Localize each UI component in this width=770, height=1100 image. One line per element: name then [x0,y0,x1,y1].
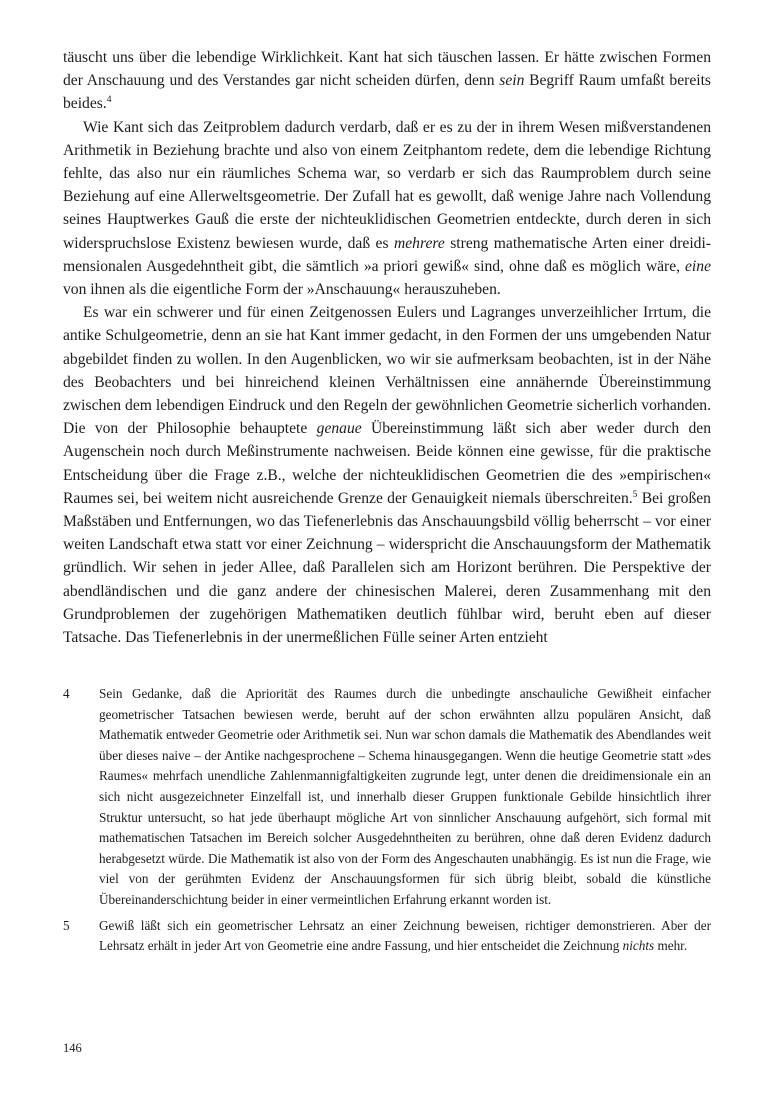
text-segment: Übereinstimmung läßt sich aber weder durch den Augenschein noch durch Meßinstrumente nachweisen. Beide können eine gewisse, für die praktische Entscheidung über die Frage z.B., welche der nichteuklidischen Geometrien die des »empirischen« Raumes sei, bei weitem nicht ausreichende Grenze der Genauigkeit niemals überschreiten. [63,420,712,507]
footnotes [63,684,711,962]
emphasis-text: eine [685,257,711,275]
text-segment: Es war ein schwerer und für einen Zeitgenossen Eulers und Lagranges unverzeihlicher Irrtum, die antike Schulgeometrie, denn an sie hat Kant immer gedacht, in den Formen der uns umgebenden Natur abgebildet finden zu wollen. In den Augenblicken, wo wir sie aufmerksam beobachten, ist in der Nähe des Beobachters und bei hinreichend kleinen Verhältnissen eine annähernde Übereinstimmung zwischen dem lebendigen Eindruck und den Regeln der gewöhnlichen Geometrie sicherlich vorhanden. Die von der Philosophie behauptete [63,304,711,438]
text-segment: Wie Kant sich das Zeitproblem dadurch verdarb, daß er es zu der in ihrem Wesen mißverstandenen Arithmetik in Beziehung brachte und also von einem Zeitphantom redete, dem die lebendige Richtung fehlte, das also nur ein räumliches Schema war, so verdarb er sich das Raumproblem durch seine Beziehung auf eine Allerweltsgeometrie. Der Zufall hat es gewollt, daß wenige Jahre nach Vollendung seines Hauptwerkes Gauß die erste der nichteuklidischen Geometrien entdeckte, durch deren in sich widerspruchslose Existenz bewiesen wurde, daß es [63,118,711,252]
page-body [63,46,711,649]
text-segment: täuscht uns über die lebendige Wirklichkeit. Kant hat sich täuschen lassen. Er hätte zwischen Formen der Anschauung und des Verstandes gar nicht scheiden dürfen, denn [63,49,711,90]
footnote-reference: 5 [632,489,638,500]
main-text [63,46,711,649]
page-number: 146 [63,1041,82,1055]
footnote-number: 4 [63,686,70,701]
text-segment: mehr. [654,938,688,954]
text-segment: Bei großen Maßstäben und Entfernungen, wo das Tiefenerlebnis das Anschauungsbild völlig beherrscht – vor einer weiten Landschaft etwa statt vor einer Zeichnung – widerspricht die Anschauungsform der Mathematik gründlich. Wir sehen in jeder Allee, daß Parallelen sich am Horizont berühren. Die Perspektive der abendländischen und die ganz andere der chinesischen Malerei, deren Zusammenhang mit den Grundproblemen der zugehörigen Mathematiken deutlich fühlbar wird, beruht eben auf dieser Tatsache. Das Tiefenerlebnis in der unermeßlichen Fülle seiner Arten entzieht [63,489,711,647]
footnote-text [99,684,711,911]
emphasis-text: mehrere [393,234,445,252]
footnote-number: 5 [63,917,70,933]
footnote-reference: 4 [106,95,112,106]
text-segment: von ihnen als die eigentliche Form der »Anschauung« herauszuheben. [63,281,501,299]
footnote-text [99,916,711,957]
text-segment: streng mathematische Arten einer dreidimensionalen Ausgedehntheit gibt, die sämtlich »a priori gewiß« sind, ohne daß es möglich wäre, [63,234,711,275]
emphasis-text: nichts [622,938,655,954]
text-segment: Begriff Raum umfaßt bereits beides. [63,72,711,113]
paragraph [63,46,711,116]
text-segment: Gewiß läßt sich ein geometrischer Lehrsatz an einer Zeichnung beweisen, richtiger demonstrieren. Aber der Lehrsatz erhält in jeder Art von Geometrie eine andre Fassung, und hier entscheidet die Zeichnung [99,917,711,954]
emphasis-text: genaue [316,420,362,438]
emphasis-text: sein [499,72,525,90]
paragraph [63,301,711,649]
footnote [63,684,711,911]
footnote [63,916,711,957]
text-segment: Sein Gedanke, daß die Apriorität des Raumes durch die unbedingte anschauliche Gewißheit einfacher geometrischer Tatsachen bewiesen werde, beruht auf der schon erwähnten allzu populären Ansicht, daß Mathematik entweder Geometrie oder Arithmetik sei. Nun war schon damals die Mathematik des Abendlandes weit über dieses naive – der Antike nachgesprochene – Schema hinausgegangen. Wenn die heutige Geometrie statt »des Raumes« mehrfach unendliche Zahlenmannigfaltigkeiten zugrunde legt, unter denen die dreidimensionale ein an sich nicht ausgezeichneter Einzelfall ist, und innerhalb dieser Gruppen funktionale Gebilde hinsichtlich ihrer Struktur untersucht, so hat jede überhaupt mögliche Art von sinnlicher Anschauung aufgehört, sich formal mit mathematischen Tatsachen im Bereich solcher Ausgedehntheiten zu berühren, ohne daß deren Evidenz dadurch herabgesetzt würde. Die Mathematik ist also von der Form des Angeschauten unabhängig. Es ist nun die Frage, wie viel von der gerühmten Evidenz der Anschauungsformen für sich übrig bleibt, sobald die künstliche Übereinanderschichtung beider in einer vermeintlichen Erfahrung erkannt worden ist. [99,686,711,907]
paragraph [63,116,711,302]
